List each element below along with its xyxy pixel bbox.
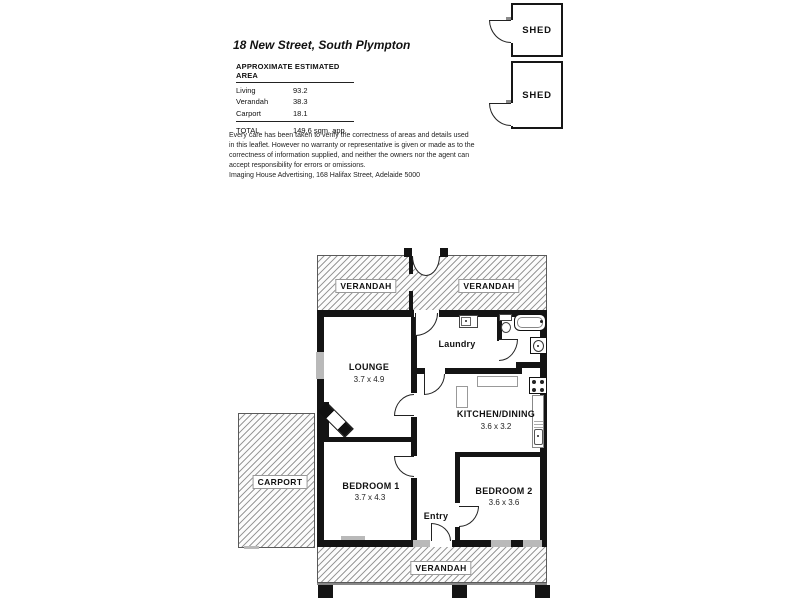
disclaimer-paragraph: Every care has been taken to verify the correctness of areas and details used in this leaflet. However no warranty or representative is given or made as to the correctness of information supplied, and neither the owners nor the agent can accept responsibility for errors or omissions.: [229, 132, 475, 169]
stove-burner: [540, 388, 544, 392]
bedroom2-door-arc: [459, 506, 479, 527]
sink-drainer: [534, 420, 543, 428]
verandah-post: [535, 585, 550, 598]
bedroom1-label: BEDROOM 1: [342, 481, 400, 491]
shed-1: [511, 3, 563, 57]
area-row-verandah: [236, 97, 354, 106]
area-row-label: Carport: [236, 108, 262, 118]
total-value: 149.6 sqm. app.: [293, 125, 347, 135]
verandah-post: [452, 585, 467, 598]
bathtub-inner: [517, 317, 543, 328]
stove-burner: [532, 388, 536, 392]
front-door-gap: [430, 540, 452, 547]
shed-1-label: SHED: [522, 24, 552, 36]
stove-burner: [540, 380, 544, 384]
bath-tap-dot: [540, 320, 543, 323]
toilet-icon: [499, 314, 512, 321]
bedroom1-right-wall: [411, 478, 417, 540]
area-table: [236, 62, 354, 135]
bedroom1-door-arc: [394, 456, 414, 477]
verandah-bottom-label: VERANDAH: [410, 561, 471, 575]
lounge-label: LOUNGE: [348, 362, 390, 372]
bedroom2-window: [491, 540, 511, 547]
kitchen-sink-icon: [534, 429, 543, 445]
entry-threshold: [413, 540, 430, 547]
entry-label: Entry: [423, 511, 449, 521]
disclaimer: [229, 131, 476, 181]
french-door-jamb: [440, 248, 448, 257]
laundry-label: Laundry: [438, 339, 476, 349]
basin-dot: [537, 345, 539, 347]
area-row-value: 18.1: [293, 108, 308, 118]
bathroom-door-arc: [499, 339, 518, 361]
bedroom2-label: BEDROOM 2: [475, 486, 533, 496]
shed-2-label: SHED: [522, 89, 552, 101]
laundry-bottom-wall: [445, 368, 522, 374]
bedroom2-dims: 3.6 x 3.6: [488, 498, 520, 507]
bedroom2-left-wall: [455, 527, 460, 540]
bedroom1-window: [341, 536, 365, 540]
bedroom2-top-wall: [455, 452, 547, 457]
bedroom2-left-wall: [455, 452, 460, 503]
stove-burner: [532, 380, 536, 384]
kitchen-cupboard: [456, 386, 468, 408]
lounge-door-arc: [394, 394, 414, 416]
area-row-label: Living: [236, 85, 256, 95]
sink-dot: [537, 435, 539, 437]
kitchen-door-arc: [424, 374, 445, 395]
area-row-value: 93.2: [293, 85, 308, 95]
french-door-jamb: [404, 248, 412, 257]
front-door-arc: [431, 523, 451, 541]
bedroom2-window: [523, 540, 542, 547]
verandah-post: [318, 585, 333, 598]
lounge-window: [316, 352, 324, 379]
area-row-carport: [236, 109, 354, 118]
bedroom1-dims: 3.7 x 4.3: [354, 493, 386, 502]
shed-1-door-arc: [489, 20, 511, 43]
bedroom1-top-wall: [317, 437, 417, 442]
disclaimer-address: Imaging House Advertising, 168 Halifax Street, Adelaide 5000: [229, 172, 421, 179]
kitchen-dining-label: KITCHEN/DINING: [456, 409, 536, 419]
area-row-value: 38.3: [293, 97, 308, 106]
verandah-top-right-label: VERANDAH: [458, 279, 519, 293]
page-title: 18 New Street, South Plympton: [233, 38, 411, 52]
shed-2-door-arc: [489, 103, 511, 126]
area-table-header: APPROXIMATE ESTIMATED AREA: [236, 62, 354, 83]
lounge-dims: 3.7 x 4.9: [353, 375, 385, 384]
area-row-label: Verandah: [236, 97, 269, 106]
kitchen-dining-dims: 3.6 x 3.2: [480, 422, 512, 431]
bathroom-wall-jog: [516, 362, 522, 374]
kitchen-bench: [477, 376, 518, 387]
verandah-edge-line: [317, 583, 547, 585]
carport-label: CARPORT: [253, 475, 308, 489]
toilet-bowl: [501, 322, 511, 333]
total-label: TOTAL: [236, 125, 260, 135]
carport-step: [244, 546, 259, 549]
verandah-top-left-label: VERANDAH: [335, 279, 396, 293]
area-row-living: [236, 86, 354, 95]
tap-dot: [465, 320, 467, 322]
shed-2: [511, 61, 563, 129]
verandah-divider-wall: [409, 291, 413, 310]
laundry-entry-door-arc: [415, 313, 438, 336]
